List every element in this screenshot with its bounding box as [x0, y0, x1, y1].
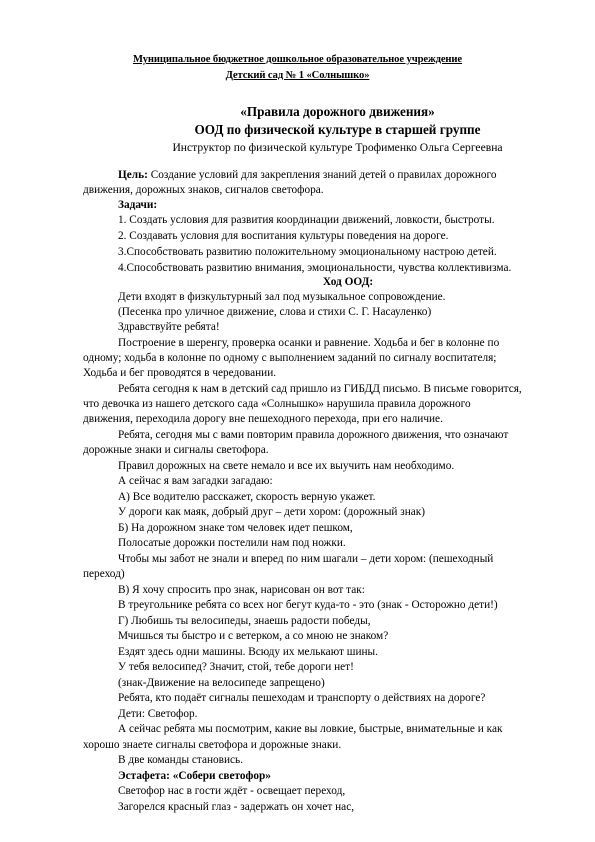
document-subtitle: ООД по физической культуре в старшей группе: [194, 122, 481, 137]
tasks-label: Задачи:: [118, 199, 158, 211]
riddle-line: А) Все водителю расскажет, скорость верную укажет.: [118, 491, 376, 503]
course-line: Дети входят в физкультурный зал под музыкальное сопровождение.: [118, 291, 446, 303]
riddle-line: У дороги как маяк, добрый друг – дети хором: (дорожный знак): [118, 506, 426, 518]
course-line: одному; ходьба в колонне по одному с выполнением заданий по сигналу воспитателя;: [83, 352, 497, 364]
relay-line: Загорелся красный глаз - задержать он хочет нас,: [118, 801, 355, 813]
course-line: что девочка из нашего детского сада «Солнышко» нарушила правила дорожного: [83, 398, 471, 410]
goal-label: Цель:: [118, 169, 148, 181]
course-line: В две команды становись.: [118, 754, 244, 766]
riddle-line: У тебя велосипед? Значит, стой, тебе дороги нет!: [118, 661, 354, 673]
riddle-line: Чтобы мы забот не знали и вперед по ним шагали – дети хором: (пешеходный: [118, 553, 494, 565]
document-title: «Правила дорожного движения»: [240, 104, 435, 119]
task-item: 3.Способствовать развитию положительному эмоциональному настрою детей.: [118, 246, 497, 258]
course-line: Ребята сегодня к нам в детский сад пришло из ГИБДД письмо. В письме говорится,: [118, 383, 522, 395]
author-line: Инструктор по физической культуре Трофименко Ольга Сергеевна: [172, 141, 503, 154]
riddle-line: В треугольнике ребята со всех ног бегут куда-то - это (знак - Осторожно дети!): [118, 599, 498, 611]
goal-text: Создание условий для закрепления знаний детей о правилах дорожного: [147, 169, 497, 181]
course-line: Ребята, кто подаёт сигналы пешеходам и транспорту о действиях на дороге?: [118, 692, 486, 704]
riddle-line: Полосатые дорожки постелили нам под ножки.: [118, 537, 346, 549]
relay-line: Светофор нас в гости ждёт - освещает переход,: [118, 785, 346, 797]
course-line: хорошо знаете сигналы светофора и дорожные знаки.: [83, 739, 342, 751]
kindergarten-name: Детский сад № 1 «Солнышко»: [225, 70, 370, 81]
course-line: движения, переходила дорогу вне пешеходного перехода, при его наличие.: [83, 413, 443, 425]
course-line: Построение в шеренгу, проверка осанки и равнение. Ходьба и бег в колонне по: [118, 337, 500, 349]
course-line: Правил дорожных на свете немало и все их выучить нам необходимо.: [118, 460, 455, 472]
task-item: 1. Создать условия для развития координации движений, ловкости, быстроты.: [118, 214, 495, 226]
riddle-line: переход): [83, 568, 125, 580]
course-line: Дети: Светофор.: [118, 708, 198, 720]
riddle-line: Г) Любишь ты велосипеды, знаешь радости победы,: [118, 615, 371, 627]
course-line: Ребята, сегодня мы с вами повторим правила дорожного движения, что означают: [118, 429, 509, 441]
riddle-line: (знак-Движение на велосипеде запрещено): [118, 677, 325, 689]
course-label: Ход ООД:: [322, 276, 374, 288]
relay-title: Эстафета: «Собери светофор»: [118, 770, 271, 782]
institution-name: Муниципальное бюджетное дошкольное образовательное учреждение: [132, 54, 463, 65]
course-line: дорожные знаки и сигналы светофора.: [83, 444, 269, 456]
riddle-line: Б) На дорожном знаке том человек идет пешком,: [118, 522, 353, 534]
task-item: 4.Способствовать развитию внимания, эмоциональности, чувства коллективизма.: [118, 262, 512, 274]
riddle-line: В) Я хочу спросить про знак, нарисован он вот так:: [118, 584, 365, 596]
course-line: Ходьба и бег проводятся в чередовании.: [83, 367, 277, 379]
goal-line: [118, 169, 497, 182]
task-item: 2. Создавать условия для воспитания культуры поведения на дороге.: [118, 230, 449, 242]
course-line: (Песенка про уличное движение, слова и стихи С. Г. Насауленко): [118, 306, 432, 318]
riddle-line: Ездят здесь одни машины. Всюду их мелькают шины.: [118, 646, 378, 658]
course-line: Здравствуйте ребята!: [118, 321, 220, 333]
course-line: А сейчас я вам загадки загадаю:: [118, 475, 273, 487]
riddle-line: Мчишься ты быстро и с ветерком, а со мною не знаком?: [118, 630, 389, 642]
course-line: А сейчас ребята мы посмотрим, какие вы ловкие, быстрые, внимательные и как: [118, 723, 503, 735]
goal-line-2: движения, дорожных знаков, сигналов светофора.: [83, 184, 324, 196]
